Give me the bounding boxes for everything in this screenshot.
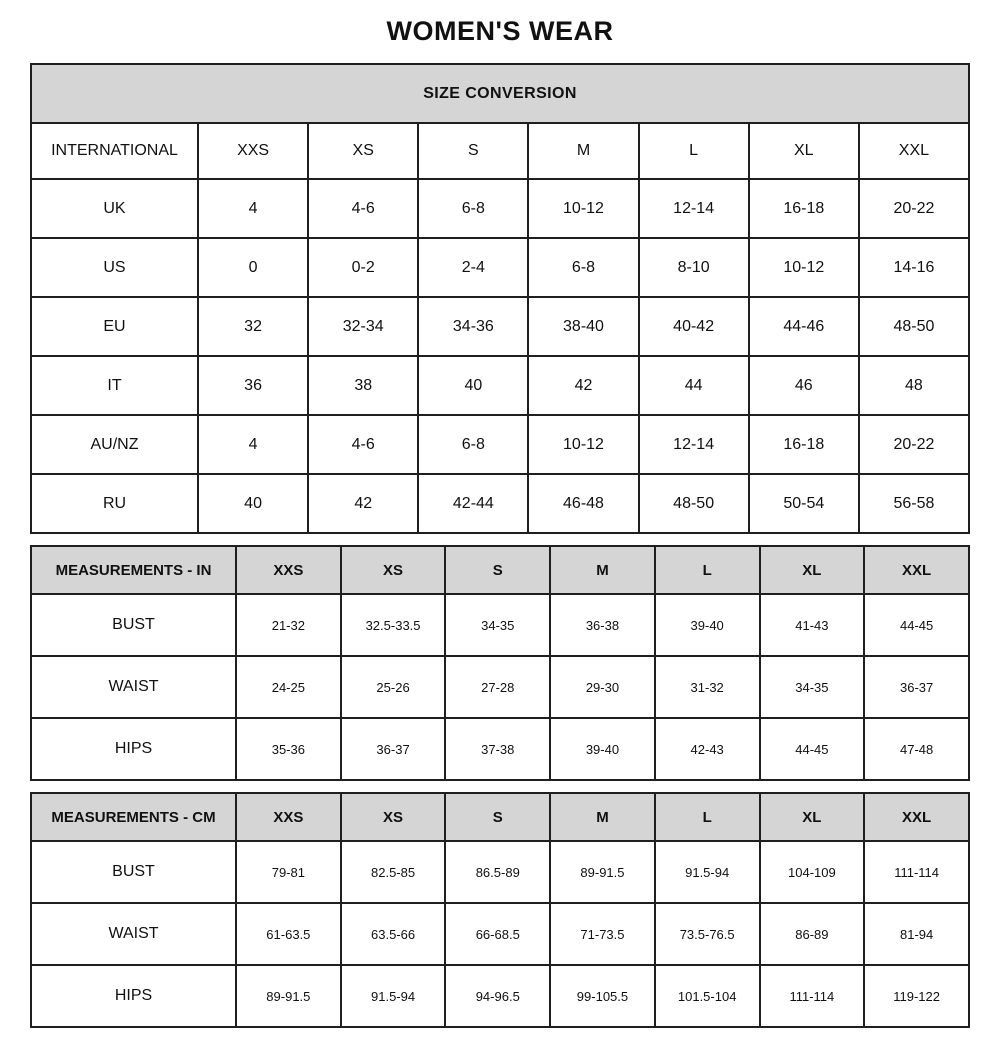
table-cell: 10-12 [749, 238, 859, 297]
column-header: XXS [236, 793, 341, 841]
table-header-row [31, 123, 969, 179]
row-label-aunz: AU/NZ [31, 415, 198, 474]
row-label-hips: HIPS [31, 965, 236, 1027]
table-cell: 39-40 [550, 718, 655, 780]
table-cell: 44-46 [749, 297, 859, 356]
measurements-cm-title: MEASUREMENTS - CM [31, 793, 236, 841]
column-header: XL [760, 793, 865, 841]
table-cell: 2-4 [418, 238, 528, 297]
table-cell: 47-48 [864, 718, 969, 780]
table-cell: 32.5-33.5 [341, 594, 446, 656]
table-cell: 32 [198, 297, 308, 356]
table-cell: 36-37 [341, 718, 446, 780]
page-title: WOMEN'S WEAR [386, 16, 614, 46]
measurements-in-table [30, 545, 970, 781]
size-conversion-title: SIZE CONVERSION [31, 64, 969, 123]
table-row [31, 356, 969, 415]
table-cell: 42 [528, 356, 638, 415]
table-cell: 27-28 [445, 656, 550, 718]
table-cell: 46-48 [528, 474, 638, 533]
table-cell: 4-6 [308, 415, 418, 474]
table-row [31, 656, 969, 718]
table-cell: 38-40 [528, 297, 638, 356]
row-label-us: US [31, 238, 198, 297]
table-cell: 37-38 [445, 718, 550, 780]
table-cell: 81-94 [864, 903, 969, 965]
table-cell: 36-37 [864, 656, 969, 718]
column-header: XXL [864, 546, 969, 594]
table-cell: 48-50 [859, 297, 969, 356]
column-header: S [445, 793, 550, 841]
table-row [31, 903, 969, 965]
table-cell: 4-6 [308, 179, 418, 238]
table-cell: 42-43 [655, 718, 760, 780]
table-cell: 104-109 [760, 841, 865, 903]
table-cell: 48 [859, 356, 969, 415]
row-label-ru: RU [31, 474, 198, 533]
table-cell: 21-32 [236, 594, 341, 656]
column-header: L [655, 793, 760, 841]
table-cell: 34-35 [445, 594, 550, 656]
table-cell: 40 [198, 474, 308, 533]
column-header: M [528, 123, 638, 179]
table-cell: 61-63.5 [236, 903, 341, 965]
table-cell: 4 [198, 415, 308, 474]
table-cell: 56-58 [859, 474, 969, 533]
table-cell: 91.5-94 [341, 965, 446, 1027]
table-cell: 119-122 [864, 965, 969, 1027]
table-cell: 36-38 [550, 594, 655, 656]
table-row [31, 841, 969, 903]
row-label-waist: WAIST [31, 903, 236, 965]
table-cell: 0 [198, 238, 308, 297]
table-row [31, 238, 969, 297]
column-header: INTERNATIONAL [31, 123, 198, 179]
table-cell: 40 [418, 356, 528, 415]
table-cell: 38 [308, 356, 418, 415]
table-row [31, 718, 969, 780]
table-cell: 39-40 [655, 594, 760, 656]
table-cell: 16-18 [749, 415, 859, 474]
table-cell: 40-42 [639, 297, 749, 356]
table-cell: 48-50 [639, 474, 749, 533]
table-cell: 14-16 [859, 238, 969, 297]
table-row [31, 594, 969, 656]
table-row [31, 474, 969, 533]
table-cell: 86.5-89 [445, 841, 550, 903]
table-cell: 12-14 [639, 179, 749, 238]
table-cell: 31-32 [655, 656, 760, 718]
table-cell: 71-73.5 [550, 903, 655, 965]
table-cell: 34-35 [760, 656, 865, 718]
column-header: S [445, 546, 550, 594]
table-cell: 82.5-85 [341, 841, 446, 903]
table-header-row [31, 546, 969, 594]
table-cell: 4 [198, 179, 308, 238]
table-cell: 6-8 [418, 179, 528, 238]
table-row [31, 179, 969, 238]
table-cell: 0-2 [308, 238, 418, 297]
column-header: XS [341, 546, 446, 594]
table-cell: 73.5-76.5 [655, 903, 760, 965]
table-cell: 86-89 [760, 903, 865, 965]
row-label-bust: BUST [31, 841, 236, 903]
table-row [31, 297, 969, 356]
table-cell: 111-114 [760, 965, 865, 1027]
column-header: M [550, 793, 655, 841]
table-cell: 6-8 [528, 238, 638, 297]
column-header: XXS [236, 546, 341, 594]
column-header: XXS [198, 123, 308, 179]
table-cell: 20-22 [859, 415, 969, 474]
column-header: S [418, 123, 528, 179]
column-header: XS [341, 793, 446, 841]
table-cell: 10-12 [528, 179, 638, 238]
column-header: M [550, 546, 655, 594]
table-cell: 46 [749, 356, 859, 415]
table-cell: 41-43 [760, 594, 865, 656]
row-label-bust: BUST [31, 594, 236, 656]
row-label-uk: UK [31, 179, 198, 238]
row-label-eu: EU [31, 297, 198, 356]
table-cell: 101.5-104 [655, 965, 760, 1027]
table-cell: 44-45 [760, 718, 865, 780]
table-cell: 94-96.5 [445, 965, 550, 1027]
column-header: XL [760, 546, 865, 594]
size-conversion-table [30, 63, 970, 534]
table-cell: 29-30 [550, 656, 655, 718]
table-banner-row [31, 64, 969, 123]
table-cell: 63.5-66 [341, 903, 446, 965]
table-header-row [31, 793, 969, 841]
table-cell: 111-114 [864, 841, 969, 903]
table-cell: 8-10 [639, 238, 749, 297]
table-cell: 42-44 [418, 474, 528, 533]
table-cell: 89-91.5 [550, 841, 655, 903]
column-header: XXL [859, 123, 969, 179]
table-cell: 50-54 [749, 474, 859, 533]
table-row [31, 965, 969, 1027]
table-cell: 99-105.5 [550, 965, 655, 1027]
table-cell: 16-18 [749, 179, 859, 238]
table-cell: 35-36 [236, 718, 341, 780]
table-cell: 79-81 [236, 841, 341, 903]
measurements-cm-table [30, 792, 970, 1028]
table-cell: 36 [198, 356, 308, 415]
table-cell: 25-26 [341, 656, 446, 718]
table-cell: 91.5-94 [655, 841, 760, 903]
table-row [31, 415, 969, 474]
column-header: L [655, 546, 760, 594]
column-header: XL [749, 123, 859, 179]
table-cell: 44 [639, 356, 749, 415]
table-cell: 24-25 [236, 656, 341, 718]
measurements-in-title: MEASUREMENTS - IN [31, 546, 236, 594]
table-cell: 10-12 [528, 415, 638, 474]
table-cell: 66-68.5 [445, 903, 550, 965]
table-cell: 89-91.5 [236, 965, 341, 1027]
row-label-hips: HIPS [31, 718, 236, 780]
column-header: XXL [864, 793, 969, 841]
row-label-it: IT [31, 356, 198, 415]
size-chart-page [30, 0, 970, 1028]
table-cell: 44-45 [864, 594, 969, 656]
table-cell: 34-36 [418, 297, 528, 356]
row-label-waist: WAIST [31, 656, 236, 718]
column-header: L [639, 123, 749, 179]
table-cell: 6-8 [418, 415, 528, 474]
table-cell: 20-22 [859, 179, 969, 238]
table-cell: 42 [308, 474, 418, 533]
table-cell: 32-34 [308, 297, 418, 356]
column-header: XS [308, 123, 418, 179]
table-cell: 12-14 [639, 415, 749, 474]
